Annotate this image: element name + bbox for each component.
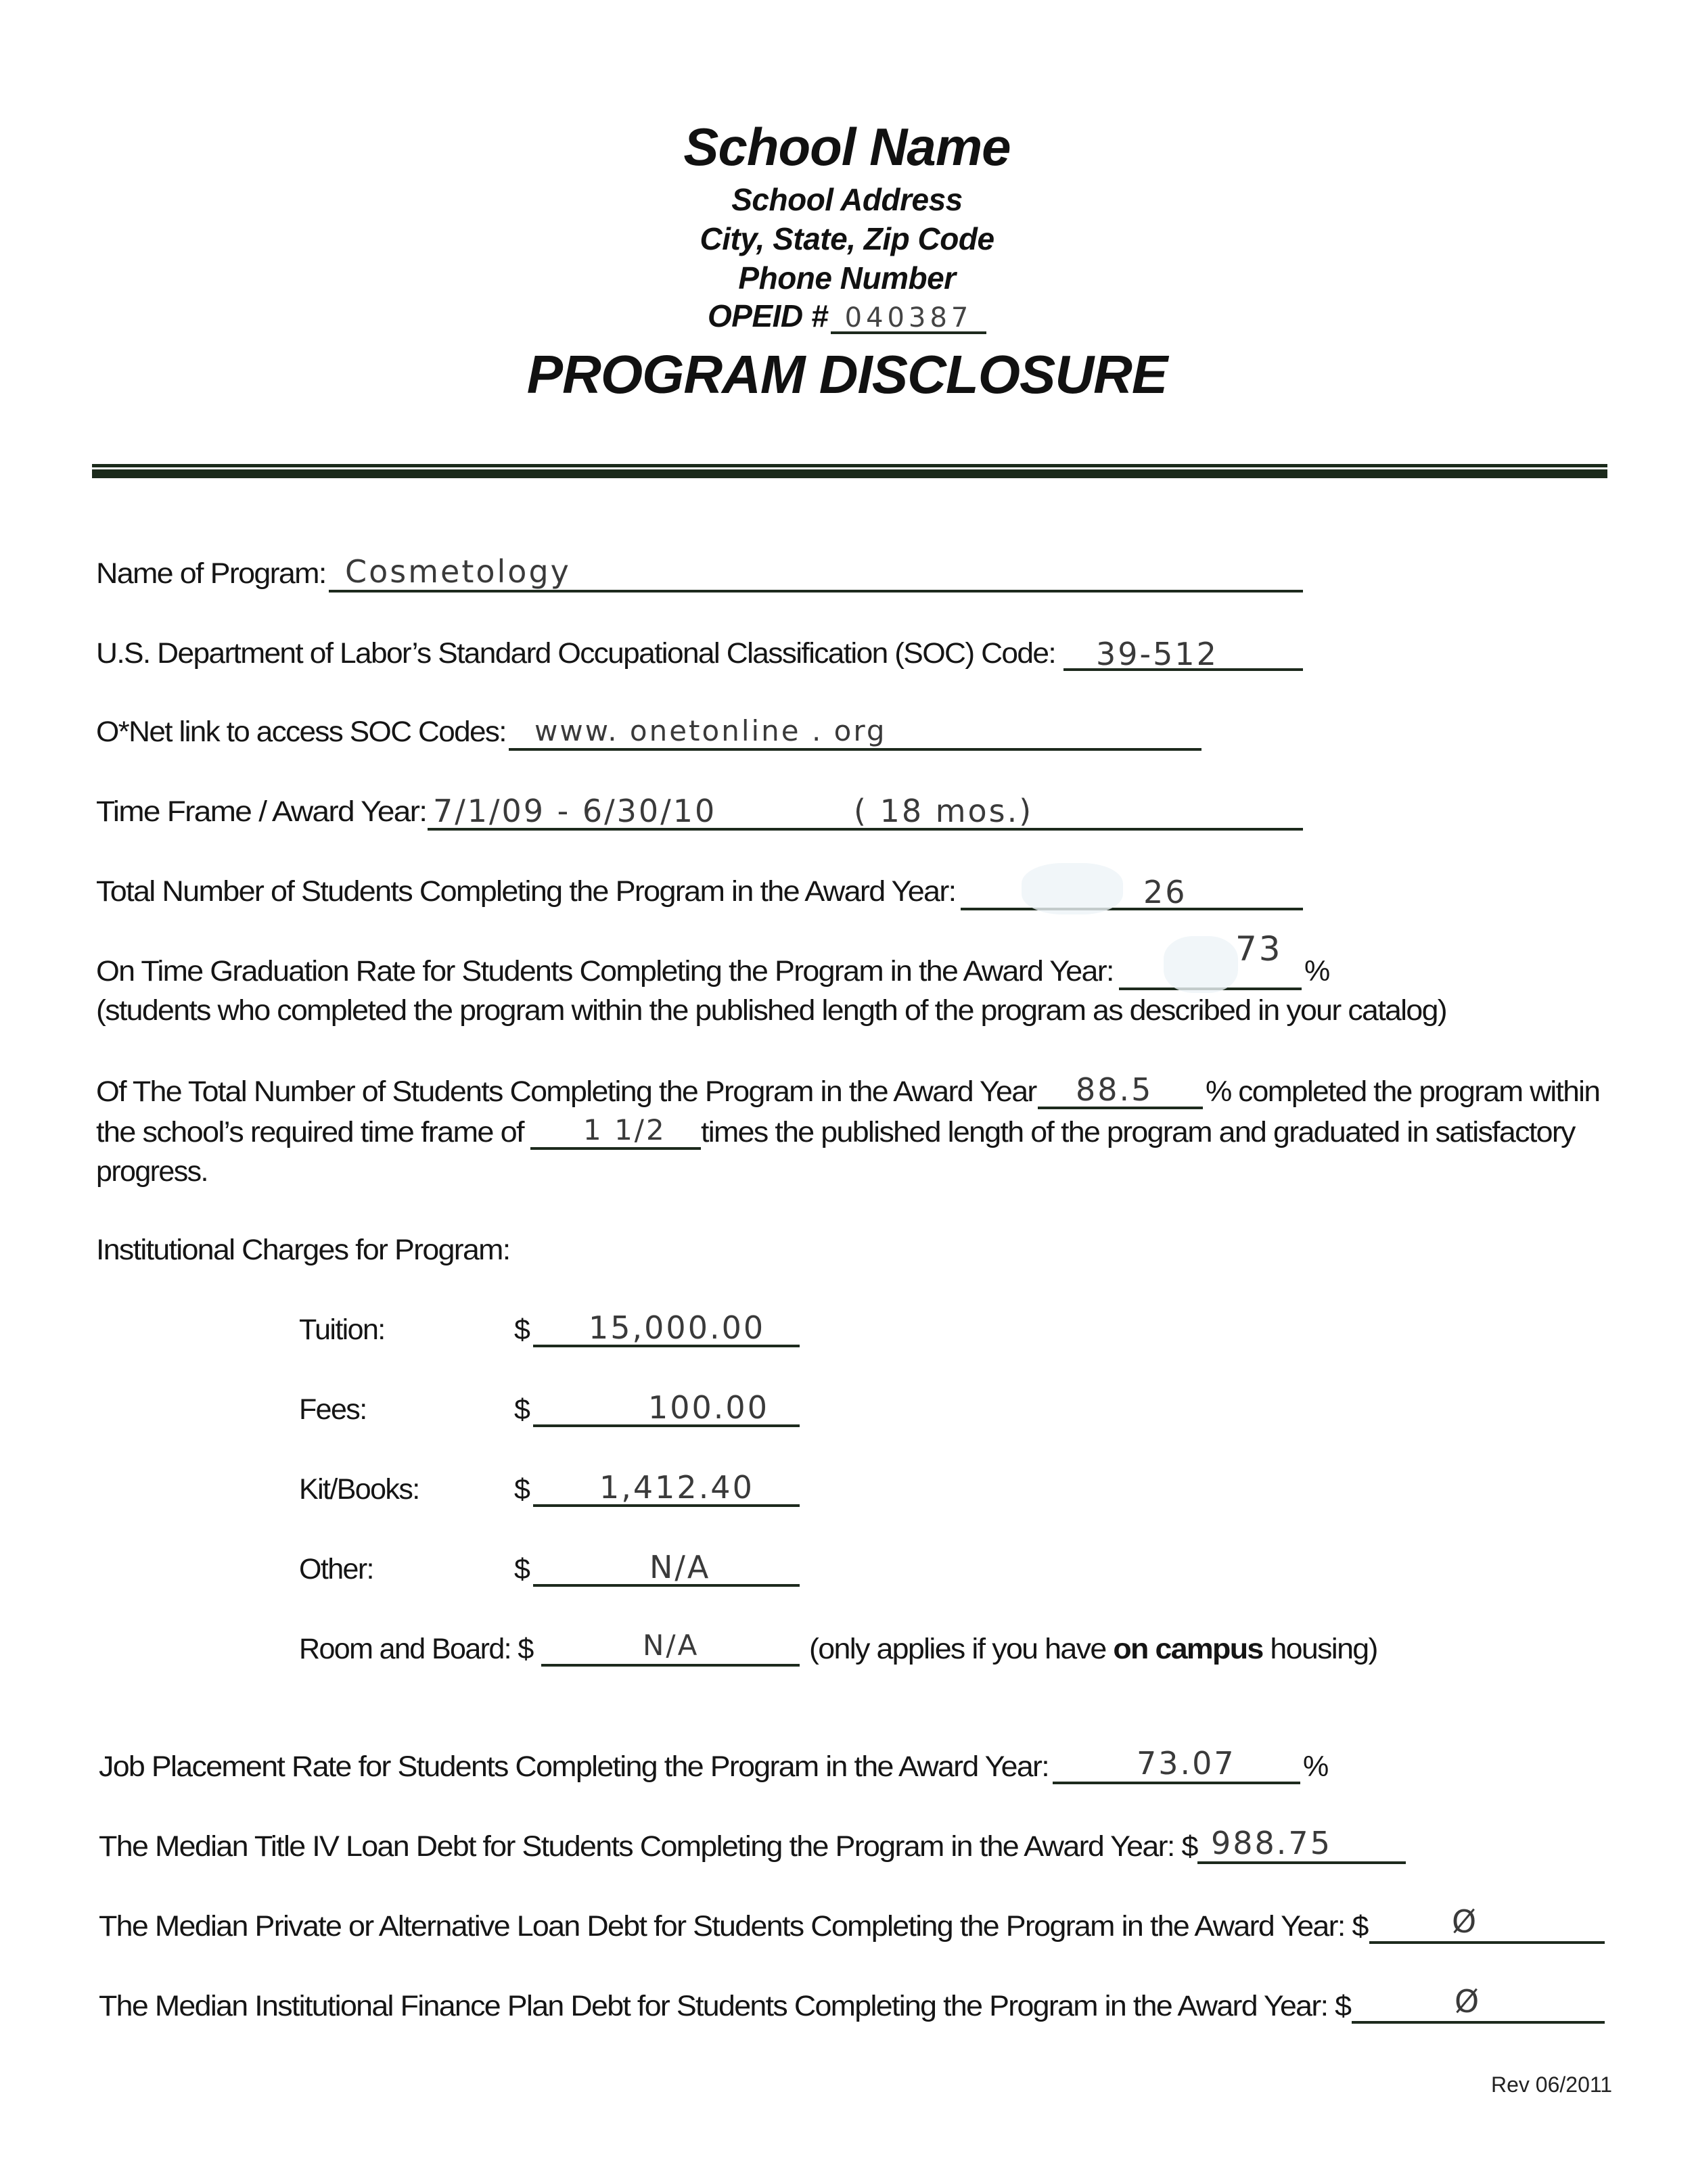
opeid-row [0,298,1694,334]
phone-number: Phone Number [738,260,956,296]
institutional-debt-value: Ø [1455,1983,1482,2020]
time-frame-label: Time Frame / Award Year: [96,795,427,828]
fees-currency: $ [514,1393,530,1426]
completion-text-1: Of The Total Number of Students Completing the Program in the Award Year [96,1075,1036,1108]
institutional-debt-field[interactable] [1352,2021,1605,2024]
soc-code-value: 39-512 [1096,636,1218,672]
title-iv-debt-value: 988.75 [1211,1825,1332,1861]
program-name-field[interactable] [329,590,1303,593]
correction-fluid-mark [1022,863,1123,914]
tuition-label: Tuition: [299,1314,385,1346]
title-iv-debt-label: The Median Title IV Loan Debt for Students Completing the Program in the Award Year: $ [99,1830,1197,1863]
onet-link-field[interactable] [509,748,1201,751]
kit-books-value: 1,412.40 [599,1469,754,1506]
revision-label: Rev 06/2011 [1491,2072,1613,2097]
tuition-currency: $ [514,1314,530,1346]
total-completing-value: 26 [1143,874,1187,910]
completion-text-3: the school’s required time frame of [96,1116,524,1148]
private-debt-field[interactable] [1369,1941,1605,1944]
correction-fluid-mark [1164,936,1238,993]
job-placement-label: Job Placement Rate for Students Completing the Program in the Award Year: [99,1750,1049,1783]
on-time-rate-note: (students who completed the program within the published length of the program as described in your catalog) [96,994,1446,1027]
school-name: School Name [683,117,1011,177]
completion-text-5: progress. [96,1155,208,1188]
on-time-rate-value: 73 [1235,929,1283,969]
institutional-debt-label: The Median Institutional Finance Plan Debt for Students Completing the Program in the Award Year: $ [99,1990,1351,2022]
room-board-note-end: housing) [1262,1633,1377,1665]
program-name-value: Cosmetology [345,553,571,590]
completion-times-value: 1 1/2 [583,1113,666,1146]
on-time-rate-percent: % [1304,955,1329,988]
header-divider-thick [92,469,1607,478]
charges-heading: Institutional Charges for Program: [96,1234,510,1266]
private-debt-label: The Median Private or Alternative Loan Debt for Students Completing the Program in the Award Year: $ [99,1910,1368,1943]
kit-books-label: Kit/Books: [299,1473,419,1506]
job-placement-value: 73.07 [1137,1745,1236,1782]
room-board-value: N/A [643,1629,700,1662]
opeid-label: OPEID # [707,298,828,333]
fees-value: 100.00 [648,1389,769,1426]
time-frame-note: ( 18 mos.) [854,793,1034,829]
job-placement-percent: % [1303,1750,1328,1783]
total-completing-label: Total Number of Students Completing the Program in the Award Year: [96,875,956,908]
title-iv-debt-field[interactable] [1197,1861,1406,1864]
room-board-note [809,1633,1377,1666]
city-state-zip: City, State, Zip Code [700,221,994,256]
other-currency: $ [514,1553,530,1585]
total-completing-field[interactable] [961,908,1303,910]
time-frame-value: 7/1/09 - 6/30/10 [433,793,717,829]
kit-books-currency: $ [514,1473,530,1506]
opeid-value: 040387 [844,302,973,333]
onet-link-value: www. onetonline . org [534,714,887,747]
other-value: N/A [649,1549,711,1585]
opeid-field[interactable] [831,298,986,334]
room-board-label: Room and Board: $ [299,1633,533,1665]
other-label: Other: [299,1553,373,1585]
onet-link-label: O*Net link to access SOC Codes: [96,716,506,748]
soc-code-label: U.S. Department of Labor’s Standard Occupational Classification (SOC) Code: [96,637,1056,670]
job-placement-field[interactable] [1053,1782,1300,1784]
completion-text-4: times the published length of the program and graduated in satisfactory [701,1116,1575,1148]
completion-percent-value: 88.5 [1076,1071,1153,1108]
program-name-label: Name of Program: [96,557,326,590]
completion-times-field[interactable] [530,1147,701,1150]
on-time-rate-label: On Time Graduation Rate for Students Completing the Program in the Award Year: [96,955,1114,988]
header-divider-thin [92,464,1607,467]
completion-text-2: % completed the program within [1206,1075,1600,1108]
tuition-value: 15,000.00 [589,1309,766,1346]
room-board-field[interactable] [541,1664,800,1667]
fees-label: Fees: [299,1393,367,1426]
school-address: School Address [731,182,963,217]
room-board-note-start: (only applies if you have [809,1633,1114,1665]
room-board-note-emphasis: on campus [1113,1633,1263,1665]
page-title: PROGRAM DISCLOSURE [526,344,1168,404]
private-debt-value: Ø [1452,1903,1479,1940]
